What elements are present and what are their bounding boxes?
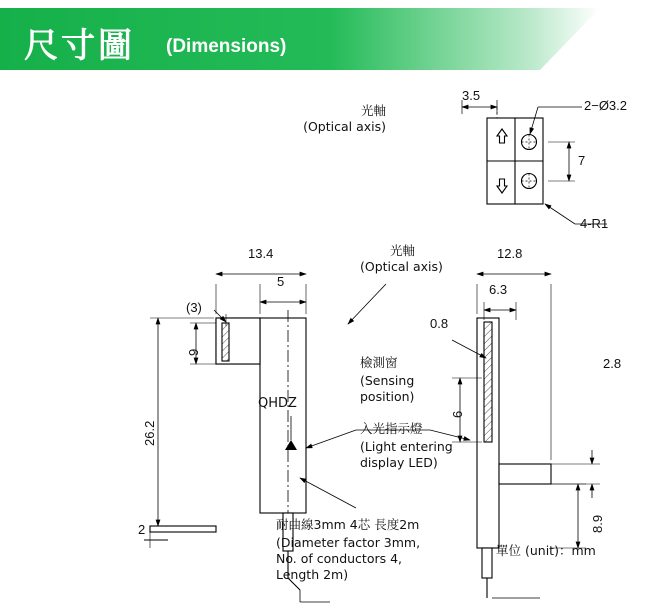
dim-6-3: 6.3 — [489, 282, 508, 297]
dim-2-d3-2: 2−Ø3.2 — [584, 98, 628, 113]
label-unit: 單位 (unit)：mm — [496, 543, 596, 558]
dim-0-8: 0.8 — [430, 316, 449, 331]
page-title-en: (Dimensions) — [166, 36, 287, 57]
label-optical-axis-top-en: (Optical axis) — [303, 119, 386, 134]
dim-2: 2 — [138, 522, 146, 537]
brand-label: QHDZ — [258, 396, 297, 411]
drawing-svg — [0, 78, 669, 613]
dim-4-r1: 4-R1 — [580, 216, 609, 231]
dim-3-5: 3.5 — [462, 88, 481, 103]
label-optical-axis-top-cn: 光軸 — [360, 103, 386, 118]
dim-2-8: 2.8 — [603, 356, 622, 371]
label-cable-en-3: Length 2m) — [276, 567, 349, 582]
dim-13-4: 13.4 — [248, 246, 274, 261]
label-led-en-1: (Light entering — [360, 439, 453, 454]
dim-3-paren: (3) — [186, 300, 202, 315]
dim-5: 5 — [277, 274, 285, 289]
dimension-drawing — [0, 78, 669, 613]
dim-7: 7 — [578, 153, 586, 168]
dim-26-2: 26.2 — [142, 420, 157, 446]
label-sensing-en-1: (Sensing — [360, 373, 415, 388]
label-cable-en-2: No. of conductors 4, — [276, 551, 403, 566]
header-banner — [0, 0, 669, 80]
label-cable-en-1: (Diameter factor 3mm, — [276, 535, 421, 550]
label-led-cn: 入光指示燈 — [360, 421, 423, 436]
label-sensing-en-2: position) — [360, 389, 415, 404]
label-optical-axis-mid-cn: 光軸 — [390, 243, 416, 258]
label-sensing-cn: 檢測窗 — [360, 355, 398, 370]
page-title-cn: 尺寸圖 — [24, 26, 135, 66]
dim-8-9: 8.9 — [590, 514, 605, 533]
label-cable-cn: 耐曲線3mm 4芯 長度2m — [276, 517, 420, 532]
dim-12-8: 12.8 — [497, 246, 523, 261]
dim-6: 6 — [450, 410, 465, 418]
dim-9: 9 — [186, 348, 201, 356]
label-led-en-2: display LED) — [360, 455, 438, 470]
label-optical-axis-mid-en: (Optical axis) — [360, 259, 443, 274]
